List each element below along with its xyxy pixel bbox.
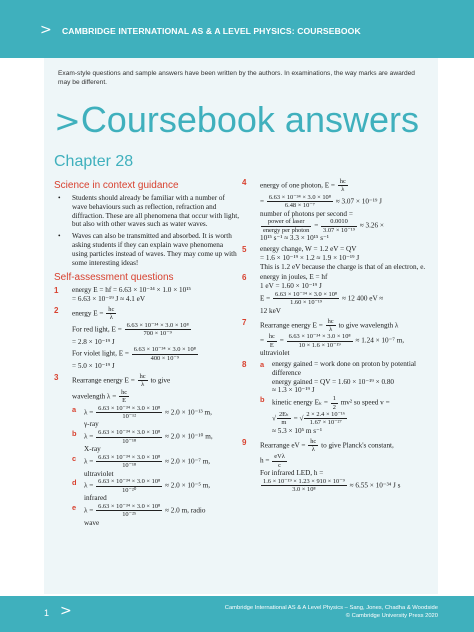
- denominator: λ: [341, 186, 345, 194]
- fraction: [119, 389, 129, 405]
- denominator: 6.48 × 10⁻⁷: [284, 202, 315, 210]
- text: to give Planck's constant,: [319, 441, 394, 450]
- footer-bar: [0, 596, 474, 632]
- denominator: 1.67 × 10⁻²⁷: [309, 419, 342, 427]
- question-8: [242, 360, 432, 436]
- denominator: 10 × 1.6 × 10⁻¹⁹: [298, 341, 341, 349]
- answer-line: = 5.0 × 10⁻¹⁹ J: [72, 362, 115, 371]
- part-a: [72, 405, 240, 430]
- fraction: [96, 503, 162, 519]
- banner-text: Coursebook answers: [80, 99, 419, 140]
- fraction: [321, 218, 357, 234]
- answer-line: energy change, W = 1.2 eV = QV: [260, 245, 357, 254]
- answer-line: [72, 346, 240, 362]
- numerator: 6.63 × 10⁻³⁴ × 3.0 × 10⁸: [98, 404, 161, 412]
- text: ≈ 12 400 eV ≈: [340, 294, 384, 303]
- text: =: [312, 221, 321, 230]
- fraction: [267, 333, 277, 349]
- footer-line: © Cambridge University Press 2020: [345, 613, 438, 619]
- part-b: [72, 429, 240, 454]
- text: =: [260, 197, 266, 206]
- fraction: [132, 346, 198, 362]
- text: Rearrange energy E =: [72, 376, 137, 385]
- numerator: 2 × 2.4 × 10⁻¹⁶: [306, 411, 346, 419]
- banner-title: [54, 98, 419, 143]
- part-a: [260, 360, 432, 395]
- answer-line: [272, 411, 432, 427]
- wave-kind: ultraviolet: [84, 469, 114, 478]
- sqrt-icon: √: [272, 414, 276, 423]
- answer-line: For infrared LED, h =: [260, 469, 324, 478]
- bullet-item: [54, 232, 240, 267]
- denominator: 10⁻²⁰: [122, 486, 137, 494]
- fraction: [267, 194, 333, 210]
- question-1: [54, 286, 240, 304]
- answer-line: [72, 389, 240, 405]
- fraction: [304, 411, 347, 427]
- question-6: [242, 273, 432, 315]
- numerator: 1: [332, 395, 336, 403]
- part-letter: c: [72, 453, 77, 463]
- question-5: [242, 245, 432, 271]
- part-letter: d: [72, 478, 77, 488]
- self-assessment-heading: Self-assessment questions: [54, 272, 174, 284]
- fraction: [277, 411, 291, 427]
- fraction: [96, 478, 162, 494]
- denominator: 1.60 × 10⁻¹⁹: [290, 299, 323, 307]
- answer-line: [72, 373, 240, 389]
- answer-line: energy gained = work done on proton by potential difference: [272, 360, 417, 377]
- text: For red light, E =: [72, 325, 124, 334]
- fraction: [338, 178, 348, 194]
- text: Rearrange eV =: [260, 441, 308, 450]
- part-d: [72, 478, 240, 503]
- numerator: 0.0010: [321, 218, 357, 226]
- question-2: [54, 306, 240, 371]
- part-b: [260, 395, 432, 435]
- answer-line: [72, 306, 240, 322]
- text: h =: [260, 457, 272, 466]
- page-number: 1: [44, 608, 50, 618]
- wave-kind: X-ray: [84, 445, 101, 454]
- fraction: [96, 429, 162, 445]
- denominator: 3.0 × 10⁸: [292, 486, 316, 494]
- answer-line: [260, 333, 432, 349]
- fraction: [106, 306, 116, 322]
- denominator: 10⁻¹⁸: [122, 462, 137, 470]
- right-column: [242, 178, 432, 496]
- denominator: λ: [141, 381, 145, 389]
- wave-kind: infrared: [84, 494, 107, 503]
- text: kinetic energy Eₖ =: [272, 398, 330, 407]
- answer-line: 10¹⁵ s⁻¹ ≈ 3.3 × 10¹⁵ s⁻¹: [260, 234, 329, 243]
- denominator: λ: [311, 446, 315, 454]
- text: λ =: [84, 408, 96, 417]
- numerator: 6.63 × 10⁻³⁴ × 3.0 × 10⁸: [126, 321, 189, 329]
- fraction: [331, 395, 338, 411]
- answer-line: [260, 291, 432, 307]
- left-column: [54, 180, 240, 530]
- text: mv² so speed v =: [338, 398, 390, 407]
- numerator: 6.63 × 10⁻³⁴ × 3.0 × 10⁸: [98, 478, 161, 486]
- answer-line: [260, 478, 432, 494]
- numerator: 6.63 × 10⁻³⁴ × 3.0 × 10⁸: [98, 453, 161, 461]
- question-3: [54, 373, 240, 528]
- answer-line: [260, 438, 432, 454]
- part-letter: a: [72, 404, 77, 414]
- text: ≈ 3.26 ×: [357, 221, 384, 230]
- wave-kind: wave: [84, 518, 100, 527]
- numerator: 6.63 × 10⁻³⁴ × 3.0 × 10⁸: [98, 429, 161, 437]
- text: ≈ 2.0 × 10⁻¹⁰ m,: [163, 432, 213, 441]
- text: energy E =: [72, 309, 106, 318]
- text: =: [277, 337, 286, 345]
- fraction: [261, 218, 311, 234]
- question-number: 5: [242, 245, 247, 255]
- text: E =: [260, 294, 273, 303]
- answer-line: ≈ 5.3 × 10⁵ m s⁻¹: [272, 426, 322, 435]
- answer-line: [272, 395, 432, 411]
- numerator: 6.63 × 10⁻³⁴ × 3.0 × 10⁸: [268, 193, 331, 201]
- answer-line: = 2.8 × 10⁻¹⁹ J: [72, 337, 115, 346]
- footer-credits: [225, 604, 438, 620]
- answer-line: [260, 318, 432, 334]
- text: =: [291, 414, 300, 423]
- denominator: 10⁻²⁵: [122, 511, 137, 519]
- numerator: hc: [121, 388, 128, 396]
- fraction: [308, 438, 318, 454]
- text: λ =: [84, 432, 96, 441]
- denominator: c: [278, 461, 281, 469]
- question-number: 9: [242, 437, 247, 447]
- chevron-right-icon: >: [54, 102, 81, 140]
- bullet-text: Students should already be familiar with a number of wave behaviours such as reflection, refraction and diffraction. These are all phenomena that occur with light, but also with other waves such as water waves.: [72, 194, 239, 229]
- bullet-text: Waves can also be transmitted and absorbed. It is worth asking students if they can explain wave phenomena using particles instead of waves. They may come up with some interesting ideas!: [72, 232, 237, 267]
- numerator: hc: [108, 305, 115, 313]
- question-number: 4: [242, 178, 247, 187]
- fraction: [326, 318, 336, 334]
- question-number: 8: [242, 360, 247, 370]
- question-9: [242, 438, 432, 494]
- sqrt-icon: √: [299, 414, 304, 423]
- numerator: hc: [327, 317, 334, 325]
- chevron-right-icon: >: [40, 22, 52, 38]
- header-title: CAMBRIDGE INTERNATIONAL AS & A LEVEL PHYSICS: COURSEBOOK: [62, 26, 361, 36]
- denominator: energy per photon: [263, 226, 310, 234]
- answer-line: 12 keV: [260, 306, 281, 315]
- fraction: [96, 405, 162, 421]
- question-7: [242, 318, 432, 358]
- question-4: [242, 178, 432, 243]
- answer-line: [260, 218, 432, 234]
- denominator: E: [269, 341, 274, 349]
- fraction: [261, 478, 347, 494]
- science-heading: Science in context guidance: [54, 180, 179, 191]
- denominator: 10⁻¹⁸: [122, 437, 137, 445]
- answer-line: [260, 178, 432, 194]
- answer-line: [72, 322, 240, 338]
- text: Rearrange energy E =: [260, 321, 325, 330]
- numerator: hc: [268, 333, 275, 341]
- text: ≈ 6.55 × 10⁻³⁴ J s: [347, 481, 401, 490]
- footer-line: Cambridge International AS & A Level Physics – Sang, Jones, Chadha & Woodside: [224, 605, 438, 611]
- numerator: hc: [310, 437, 317, 445]
- denominator: 10⁻¹²: [122, 413, 136, 421]
- numerator: 6.63 × 10⁻³⁴ × 3.0 × 10⁸: [288, 333, 351, 341]
- text: ≈ 2.0 × 10⁻¹³ m,: [163, 408, 212, 417]
- answer-line: ≈ 1.3 × 10⁻¹⁹ J: [272, 386, 315, 395]
- chevron-right-icon: >: [60, 603, 72, 619]
- answer-line: [260, 453, 432, 469]
- denominator: E: [122, 397, 127, 405]
- fraction: [272, 453, 287, 469]
- numerator: 6.63 × 10⁻³⁴ × 3.0 × 10⁸: [98, 503, 161, 511]
- header-bar: [0, 0, 474, 58]
- bullet-icon: •: [58, 194, 61, 202]
- denominator: λ: [329, 326, 333, 334]
- fraction: [287, 333, 353, 349]
- text: ≈ 2.0 × 10⁻⁵ m,: [163, 482, 211, 491]
- text: to give: [148, 376, 171, 385]
- fraction: [273, 291, 339, 307]
- text: to give wavelength λ: [336, 321, 399, 330]
- question-number: 3: [54, 373, 59, 382]
- answer-line: = 6.63 × 10⁻¹⁹ J ≈ 4.1 eV: [72, 295, 146, 304]
- part-c: [72, 454, 240, 479]
- answer-line: ultraviolet: [260, 349, 290, 358]
- numerator: 6.63 × 10⁻³⁴ × 3.0 × 10⁸: [275, 291, 338, 299]
- text: For violet light, E =: [72, 349, 131, 358]
- question-number: 6: [242, 273, 247, 283]
- text: ≈ 1.24 × 10⁻⁷ m,: [353, 337, 405, 345]
- denominator: m: [281, 419, 287, 427]
- numerator: power of laser: [261, 218, 311, 226]
- fraction: [96, 454, 162, 470]
- bullet-item: [54, 194, 240, 229]
- denominator: 700 × 10⁻⁹: [143, 330, 172, 338]
- exam-note: Exam-style questions and sample answers have been written by the authors. In examinations, the way marks are awarded may be different.: [58, 70, 415, 86]
- numerator: hc: [339, 178, 346, 185]
- text: =: [260, 337, 266, 345]
- denominator: 3.07 × 10⁻¹⁹: [323, 226, 355, 234]
- wave-kind: γ-ray: [84, 420, 99, 429]
- text: wavelength λ =: [72, 392, 119, 401]
- answer-line: = 1.6 × 10⁻¹⁹ × 1.2 ≈ 1.9 × 10⁻¹⁹ J: [260, 253, 360, 262]
- part-letter: b: [260, 395, 265, 405]
- chapter-title: Chapter 28: [54, 153, 134, 170]
- part-letter: b: [72, 429, 77, 439]
- part-e: [72, 503, 240, 528]
- text: ≈ 3.07 × 10⁻¹⁹ J: [333, 197, 382, 206]
- denominator: 2: [332, 403, 336, 411]
- part-letter: e: [72, 503, 77, 513]
- question-number: 1: [54, 286, 59, 296]
- text: ≈ 2.0 × 10⁻⁷ m,: [163, 457, 211, 466]
- text: ≈ 2.0 m, radio: [163, 506, 206, 515]
- numerator: 2Eₖ: [278, 411, 289, 419]
- text: energy of one photon, E =: [260, 181, 337, 190]
- text: λ =: [84, 457, 96, 466]
- question-number: 2: [54, 305, 59, 315]
- numerator: 1.6 × 10⁻¹⁹ × 1.23 × 910 × 10⁻⁹: [263, 478, 345, 486]
- answer-line: energy gained = QV = 1.60 × 10⁻¹⁹ × 0.80: [272, 377, 395, 386]
- numerator: hc: [139, 373, 146, 380]
- answer-line: energy E = hf = 6.63 × 10⁻³⁴ × 1.0 × 10¹⁵: [72, 286, 191, 295]
- numerator: eVλ: [274, 453, 285, 461]
- question-number: 7: [242, 317, 247, 327]
- answer-line: energy in joules, E = hf: [260, 273, 328, 282]
- answer-line: number of photons per second =: [260, 209, 353, 218]
- fraction: [125, 322, 191, 338]
- content-panel: [44, 58, 438, 594]
- part-letter: a: [260, 360, 265, 370]
- answer-line: [260, 194, 432, 210]
- text: λ =: [84, 482, 96, 491]
- answer-line: This is 1.2 eV because the charge is that of an electron, e.: [260, 262, 426, 271]
- denominator: λ: [109, 314, 113, 322]
- answer-line: 1 eV = 1.60 × 10⁻¹⁹ J: [260, 282, 322, 291]
- bullet-icon: •: [58, 232, 61, 241]
- text: λ =: [84, 506, 96, 515]
- denominator: 400 × 10⁻⁹: [150, 354, 180, 362]
- numerator: 6.63 × 10⁻³⁴ × 3.0 × 10⁸: [133, 346, 196, 354]
- fraction: [138, 373, 148, 389]
